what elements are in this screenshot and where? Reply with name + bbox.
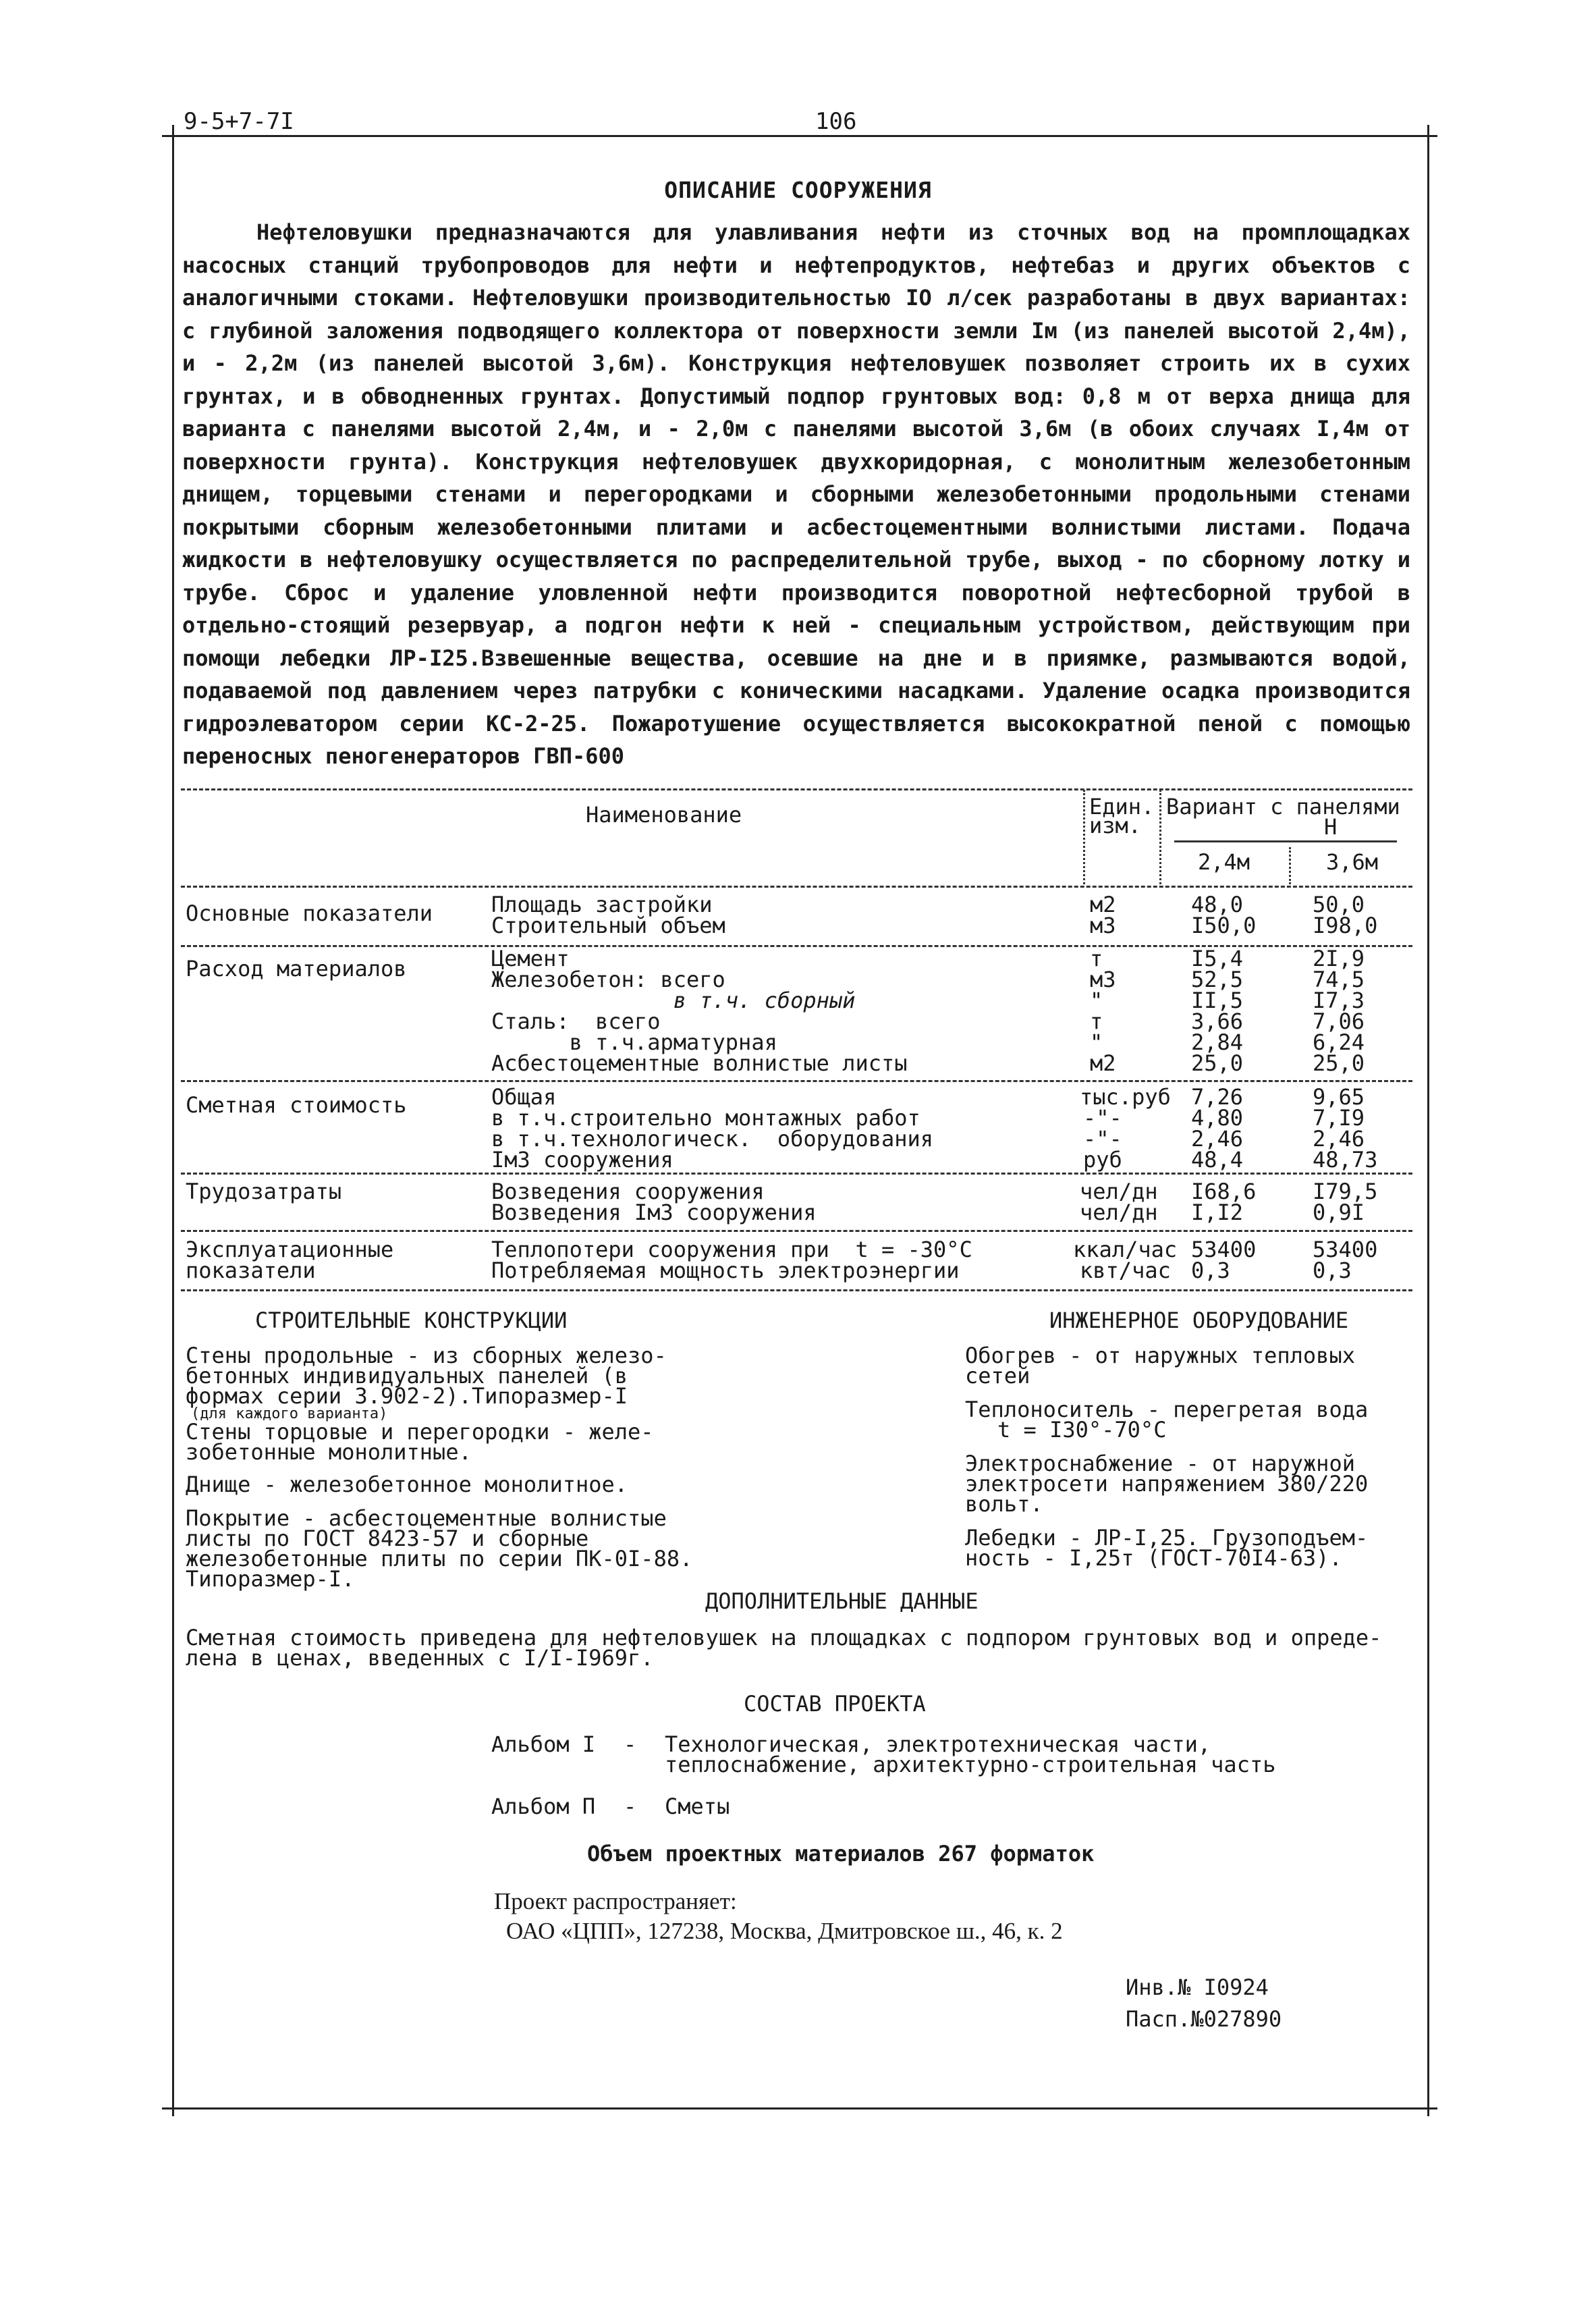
table-cell-name: Сталь: всего: [491, 1009, 661, 1034]
table-cell-b: 48,73: [1313, 1147, 1378, 1173]
table-cell-name: Iм3 сооружения: [491, 1147, 673, 1173]
table-rule: [181, 1080, 1412, 1082]
frame-bottom-line: [162, 2107, 1437, 2109]
table-cell-unit: тыс.руб: [1080, 1084, 1171, 1110]
constructions-note: (для каждого варианта): [191, 1405, 388, 1422]
table-col-separator: [1083, 790, 1085, 884]
constructions-line: Стены продольные - из сборных железо-: [186, 1343, 667, 1368]
description-paragraph: Нефтеловушки предназначаются для улавливания нефти из сточных вод на промплощадках насосных станций трубопроводов для нефти и нефтепродуктов, нефтебаз и других объектов с аналогичными стоками. Нефтеловушки производительностью IO л/сек разработаны в двух вариантах: с глубиной заложения подводящего коллектора от поверхности земли Iм (из панелей высотой 2,4м), и - 2,2м (из панелей высотой 3,6м). Конструкция нефтеловушек позволяет строить их в сухих грунтах, и в обводненных грунтах. Допустимый подпор грунтовых вод: 0,8 м от верха днища для варианта с панелями высотой 2,4м, и - 2,0м с панелями высотой 3,6м (в обоих случаях I,4м от поверхности грунта). Конструкция нефтеловушек двухкоридорная, с монолитным железобетонным днищем, торцевыми стенами и перегородками и сборными железобетонными продольными стенами покрытыми сборным железобетонными плитами и асбестоцементными волнистыми листами. Подача жидкости в нефтеловушку осуществляется по распределительной трубе, выход - по сборному лотку и трубе. Сброс и удаление уловленной нефти производится поворотной нефтесборной трубой в отдельно-стоящий резервуар, а подгон нефти к ней - специальным устройством, действующим при помощи лебедки ЛР-I25.Взвешенные вещества, осевшие на дне и в приямке, размываются водой, подаваемой под давлением через патрубки с коническими насадками. Удаление осадка производится гидроэлеватором серии КС-2-25. Пожаротушение осуществляется высокократной пеной с помощью переносных пеногенераторов ГВП-600: [182, 219, 1410, 769]
table-cell-a: 2,84: [1191, 1029, 1244, 1055]
table-rule: [181, 1230, 1412, 1232]
table-cell-unit: м2: [1090, 1050, 1116, 1076]
table-cell-b: I79,5: [1313, 1179, 1378, 1204]
table-cell-name: в т.ч.строительно монтажных работ: [491, 1105, 920, 1131]
table-cell-a: 7,26: [1191, 1084, 1244, 1110]
equipment-line: ность - I,25т (ГОСТ-70I4-63).: [965, 1545, 1342, 1571]
table-cell-a: 3,66: [1191, 1009, 1244, 1034]
equipment-line: сетей: [965, 1363, 1030, 1389]
table-group-label: Сметная стоимость: [186, 1092, 407, 1118]
table-head-unit-2: изм.: [1089, 813, 1142, 838]
table-cell-a: 53400: [1191, 1237, 1257, 1262]
equipment-line: вольт.: [965, 1491, 1043, 1517]
table-cell-unit: м2: [1090, 892, 1116, 917]
equipment-line: Лебедки - ЛР-I,25. Грузоподъем-: [965, 1525, 1369, 1551]
constructions-line: Днище - железобетонное монолитное.: [186, 1472, 628, 1497]
table-cell-b: 6,24: [1313, 1029, 1365, 1055]
distributor-address: ОАО «ЦПП», 127238, Москва, Дмитровское ш., 46, к. 2: [506, 1918, 1063, 1944]
table-group-label-2: показатели: [186, 1258, 316, 1283]
table-cell-a: 52,5: [1191, 967, 1244, 992]
equipment-line: t = I30°-70°С: [997, 1417, 1167, 1443]
album-2-dash: -: [624, 1794, 637, 1819]
table-cell-b: 25,0: [1313, 1050, 1365, 1076]
constructions-line: бетонных индивидуальных панелей (в: [186, 1363, 628, 1389]
table-cell-unit: ккал/час: [1073, 1237, 1178, 1262]
table-cell-b: 0,9I: [1313, 1200, 1365, 1225]
album-1-dash: -: [624, 1731, 637, 1757]
table-cell-a: I5,4: [1191, 946, 1244, 971]
equipment-line: электросети напряжением 380/220: [965, 1471, 1369, 1497]
page-title: ОПИСАНИЕ СООРУЖЕНИЯ: [664, 177, 932, 203]
table-cell-unit: руб: [1083, 1147, 1122, 1173]
table-rule: [181, 1173, 1412, 1175]
document-code: 9-5+7-7I: [184, 108, 294, 135]
table-cell-unit: т: [1090, 946, 1103, 971]
table-head-unit: Един.: [1089, 794, 1155, 819]
table-group-label: Основные показатели: [186, 900, 433, 926]
additional-line: Сметная стоимость приведена для нефтеловушек на площадках с подпором грунтовых вод и опреде-: [186, 1625, 1382, 1650]
equipment-line: Теплоноситель - перегретая вода: [965, 1397, 1369, 1422]
table-col-separator: [1289, 847, 1291, 884]
table-cell-name: Цемент: [491, 946, 570, 971]
constructions-line: Типоразмер-I.: [186, 1566, 355, 1592]
table-cell-b: 7,06: [1313, 1009, 1365, 1034]
project-title: СОСТАВ ПРОЕКТА: [744, 1691, 926, 1717]
constructions-line: железобетонные плиты по серии ПК-0I-88.: [186, 1546, 693, 1571]
table-cell-a: I68,6: [1191, 1179, 1257, 1204]
table-head-col-b: 3,6м: [1326, 849, 1379, 875]
table-head-variant: Вариант с панелями: [1166, 794, 1400, 819]
table-cell-a: I,I2: [1191, 1200, 1244, 1225]
table-cell-unit: м3: [1090, 913, 1116, 938]
project-volume: Объем проектных материалов 267 форматок: [587, 1841, 1095, 1866]
table-group-label: Расход материалов: [186, 956, 407, 982]
table-cell-b: 2I,9: [1313, 946, 1365, 971]
equipment-line: Электроснабжение - от наружной: [965, 1451, 1355, 1476]
constructions-line: Стены торцовые и перегородки - желе-: [186, 1419, 654, 1445]
table-cell-name: в т.ч.арматурная: [491, 1029, 777, 1055]
table-head-col-a: 2,4м: [1198, 849, 1250, 875]
table-cell-b: 74,5: [1313, 967, 1365, 992]
table-cell-b: 53400: [1313, 1237, 1378, 1262]
frame-right-line: [1427, 125, 1429, 2116]
table-cell-name: Общая: [491, 1084, 557, 1110]
equipment-line: Обогрев - от наружных тепловых: [965, 1343, 1355, 1368]
inventory-number: Инв.№ I0924: [1126, 1974, 1269, 2000]
constructions-title: СТРОИТЕЛЬНЫЕ КОНСТРУКЦИИ: [255, 1308, 568, 1333]
table-cell-name: Строительный объем: [491, 913, 725, 938]
table-cell-a: 48,0: [1191, 892, 1244, 917]
album-2-label: Альбом П: [491, 1794, 596, 1819]
frame-top-line: [162, 135, 1437, 137]
table-cell-a: 2,46: [1191, 1126, 1244, 1152]
table-cell-name: в т.ч. сборный: [491, 988, 856, 1013]
constructions-line: формах серии 3.902-2).Типоразмер-I: [186, 1383, 628, 1409]
table-cell-unit: чел/дн: [1080, 1200, 1158, 1225]
table-head-name: Наименование: [586, 802, 742, 828]
table-cell-name: Теплопотери сооружения при t = -30°С: [491, 1237, 972, 1262]
table-cell-name: Асбестоцементные волнистые листы: [491, 1050, 908, 1076]
constructions-line: Покрытие - асбестоцементные волнистые: [186, 1505, 667, 1531]
album-1-text: Технологическая, электротехническая части,: [665, 1731, 1211, 1757]
table-cell-unit: ": [1090, 1029, 1103, 1055]
table-cell-a: II,5: [1191, 988, 1244, 1013]
table-cell-name: Железобетон: всего: [491, 967, 725, 992]
table-cell-b: 2,46: [1313, 1126, 1365, 1152]
table-cell-unit: -"-: [1083, 1126, 1122, 1152]
album-1-text-2: теплоснабжение, архитектурно-строительная часть: [665, 1752, 1276, 1777]
additional-line: лена в ценах, введенных с I/I-I969г.: [186, 1645, 654, 1671]
album-1-label: Альбом I: [491, 1731, 596, 1757]
additional-title: ДОПОЛНИТЕЛЬНЫЕ ДАННЫЕ: [705, 1588, 979, 1614]
table-cell-a: 48,4: [1191, 1147, 1244, 1173]
table-cell-unit: квт/час: [1080, 1258, 1171, 1283]
frame-left-line: [172, 125, 174, 2116]
distributor-label: Проект распространяет:: [494, 1888, 737, 1914]
table-rule: [181, 886, 1412, 888]
table-cell-name: Потребляемая мощность электроэнергии: [491, 1258, 960, 1283]
equipment-title: ИНЖЕНЕРНОЕ ОБОРУДОВАНИЕ: [1049, 1308, 1349, 1333]
page-number: 106: [815, 108, 857, 135]
table-cell-b: 7,I9: [1313, 1105, 1365, 1131]
table-group-label: Эксплуатационные: [186, 1237, 394, 1262]
table-cell-b: I98,0: [1313, 913, 1378, 938]
table-cell-unit: м3: [1090, 967, 1116, 992]
table-cell-unit: т: [1090, 1009, 1103, 1034]
passport-number: Пасп.№027890: [1126, 2006, 1282, 2032]
table-cell-a: 0,3: [1191, 1258, 1230, 1283]
table-rule: [181, 788, 1412, 790]
table-cell-name: в т.ч.технологическ. оборудования: [491, 1126, 934, 1152]
constructions-line: зобетонные монолитные.: [186, 1439, 472, 1465]
table-cell-b: 0,3: [1313, 1258, 1352, 1283]
table-cell-unit: -"-: [1083, 1105, 1122, 1131]
table-rule: [181, 1289, 1412, 1291]
table-cell-b: I7,3: [1313, 988, 1365, 1013]
table-cell-name: Возведения сооружения: [491, 1179, 765, 1204]
table-col-separator: [1159, 790, 1161, 884]
table-cell-name: Возведения Iм3 сооружения: [491, 1200, 817, 1225]
table-head-h: Н: [1324, 814, 1338, 840]
table-cell-b: 50,0: [1313, 892, 1365, 917]
table-cell-name: Площадь застройки: [491, 892, 713, 917]
album-2-text: Сметы: [665, 1794, 730, 1819]
table-rule: [1174, 840, 1397, 842]
table-cell-a: 4,80: [1191, 1105, 1244, 1131]
table-cell-b: 9,65: [1313, 1084, 1365, 1110]
table-cell-a: I50,0: [1191, 913, 1257, 938]
constructions-line: листы по ГОСТ 8423-57 и сборные: [186, 1526, 589, 1551]
table-group-label: Трудозатраты: [186, 1179, 342, 1204]
table-cell-a: 25,0: [1191, 1050, 1244, 1076]
table-cell-unit: ": [1090, 988, 1103, 1013]
table-cell-unit: чел/дн: [1080, 1179, 1158, 1204]
